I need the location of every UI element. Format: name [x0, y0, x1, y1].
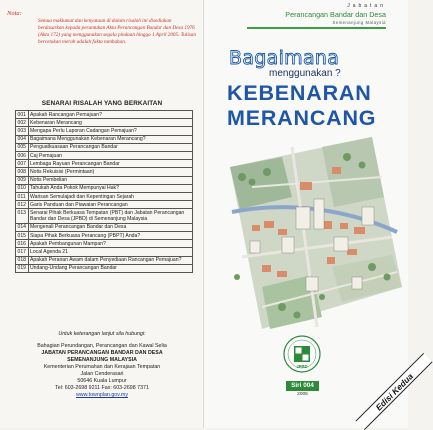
senarai-title-cell: Apakah Rancangan Pemajuan?: [28, 111, 193, 119]
nota-text: Semua maklumat dan kenyataan di dalam risalah ini disediakan berdasarkan kepada peruntukan Akta Perancangan Bandar dan Desa 1976 (Akta 172) yang menggunakan segala pindaan hingga 1 April 2005. Tulisan bercetakan merah adalah fakta tambahan.: [38, 18, 196, 45]
contact-department: JABATAN PERANCANGAN BANDAR DAN DESA: [41, 350, 163, 356]
edition-ribbon: [338, 360, 416, 428]
senarai-number: 014: [17, 224, 26, 231]
senarai-title-cell: Notis Rekuisisi (Permintaan): [28, 168, 193, 176]
senarai-table: [15, 110, 193, 273]
senarai-row: [16, 240, 193, 248]
senarai-row: [16, 193, 193, 201]
contact-street: Jalan Cenderasari: [80, 371, 124, 377]
nota-label: Nota:: [7, 10, 22, 17]
header-dept: Perancangan Bandar dan Desa: [285, 10, 386, 19]
siri-badge: Siri 004: [286, 381, 319, 391]
senarai-title-cell: Senarai Pihak Berkuasa Tempatan (PBT) dan Jabatan Perancangan Bandar dan Desa (JPBD) di Semenanjung Malaysia: [28, 209, 193, 223]
contact-hint: Untuk keterangan lanjut sila hubungi:: [58, 331, 146, 337]
senarai-row: [16, 127, 193, 135]
senarai-number: 012: [17, 201, 26, 208]
contact-division: Bahagian Perundangan, Perancangan dan Kawal Selia: [37, 343, 167, 349]
senarai-title-cell: Apakah Peranan Awam dalam Penyediaan Rancangan Pemajuan?: [28, 256, 193, 264]
senarai-row: [16, 264, 193, 272]
publication-year: 2005: [297, 392, 308, 397]
senarai-number: 004: [17, 136, 26, 143]
senarai-row: [16, 232, 193, 240]
senarai-number: 006: [17, 152, 26, 159]
city-illustration: [222, 137, 404, 330]
senarai-number: 008: [17, 168, 26, 175]
senarai-row: [16, 143, 193, 151]
senarai-row: [16, 209, 193, 223]
senarai-number: 016: [17, 240, 26, 247]
senarai-row: [16, 135, 193, 143]
edition-ribbon-label: Edisi Kedua: [355, 353, 432, 430]
senarai-title-cell: Siapa Pihak Berkuasa Perancang (PBPT) Anda?: [28, 232, 193, 240]
senarai-number: 002: [17, 119, 26, 126]
senarai-row: [16, 168, 193, 176]
senarai-number: 003: [17, 127, 26, 134]
logo-text: JPBD: [296, 364, 308, 369]
senarai-title-cell: Mengenali Perancangan Bandar dan Desa: [28, 223, 193, 231]
senarai-title-cell: Notis Pembelian: [28, 176, 193, 184]
senarai-number: 007: [17, 160, 26, 167]
senarai-number: 013: [16, 209, 29, 223]
senarai-title-cell: Local Agenda 21: [28, 248, 193, 256]
senarai-row: [16, 223, 193, 231]
senarai-number: 001: [17, 111, 26, 118]
contact-block: [0, 343, 204, 399]
senarai-number: 005: [17, 144, 26, 151]
senarai-row: [16, 152, 193, 160]
left-panel: [0, 0, 204, 428]
contact-phone: Tel: 603-2698 9211 Fax: 603-2698 7371: [55, 385, 149, 391]
senarai-row: [16, 184, 193, 192]
senarai-number: 009: [17, 177, 26, 184]
senarai-number: 011: [16, 193, 29, 201]
contact-region: SEMENANJUNG MALAYSIA: [67, 357, 137, 363]
senarai-title-cell: Bagaimana Menggunakan Kebenaran Merancang?: [28, 135, 193, 143]
senarai-title-cell: Garis Panduan dan Piawaian Perancangan: [28, 201, 193, 209]
senarai-number: 015: [17, 232, 26, 239]
title-merancang: MERANCANG: [227, 106, 377, 130]
contact-website-link[interactable]: www.townplan.gov.my: [75, 392, 128, 398]
senarai-title-cell: Penguatkuasaan Perancangan Bandar: [28, 143, 193, 151]
title-kebenaran: KEBENARAN: [227, 81, 372, 105]
senarai-title-cell: Kebenaran Merancang: [28, 119, 193, 127]
contact-city: 50646 Kuala Lumpur: [77, 378, 127, 384]
senarai-number: 019: [17, 265, 26, 272]
senarai-title-cell: Undang-Undang Perancangan Bandar: [28, 264, 193, 272]
senarai-number: 010: [17, 185, 26, 192]
senarai-title-cell: Tahukah Anda Pokok Mempunyai Hak?: [28, 184, 193, 192]
header-region: Semenanjung Malaysia: [332, 20, 386, 25]
senarai-number: 017: [17, 248, 26, 255]
senarai-title-cell: Warisan Semulajadi dan Kepentingan Sejarah: [28, 193, 193, 201]
senarai-row: [16, 248, 193, 256]
jpbd-logo: [283, 335, 321, 373]
senarai-title-cell: Mengapa Perlu Laporan Cadangan Pemajuan?: [28, 127, 193, 135]
header-jabatan: Jabatan: [347, 3, 386, 9]
senarai-title-cell: Lembaga Rayuan Perancangan Bandar: [28, 160, 193, 168]
contact-ministry: Kementerian Perumahan dan Kerajaan Tempatan: [43, 364, 161, 370]
senarai-number: 018: [17, 257, 26, 264]
title-bagaimana: Bagaimana: [229, 47, 340, 69]
department-header: [285, 3, 386, 25]
senarai-row: [16, 119, 193, 127]
senarai-row: [16, 256, 193, 264]
title-menggunakan: menggunakan ?: [269, 68, 341, 79]
header-divider: [247, 27, 386, 29]
senarai-row: [16, 176, 193, 184]
senarai-title-cell: Apakah Pembangunan Mampan?: [28, 240, 193, 248]
senarai-row: [16, 111, 193, 119]
senarai-title: SENARAI RISALAH YANG BERKAITAN: [41, 100, 163, 107]
senarai-row: [16, 201, 193, 209]
senarai-title-cell: Caj Pemajuan: [28, 152, 193, 160]
senarai-row: [16, 160, 193, 168]
